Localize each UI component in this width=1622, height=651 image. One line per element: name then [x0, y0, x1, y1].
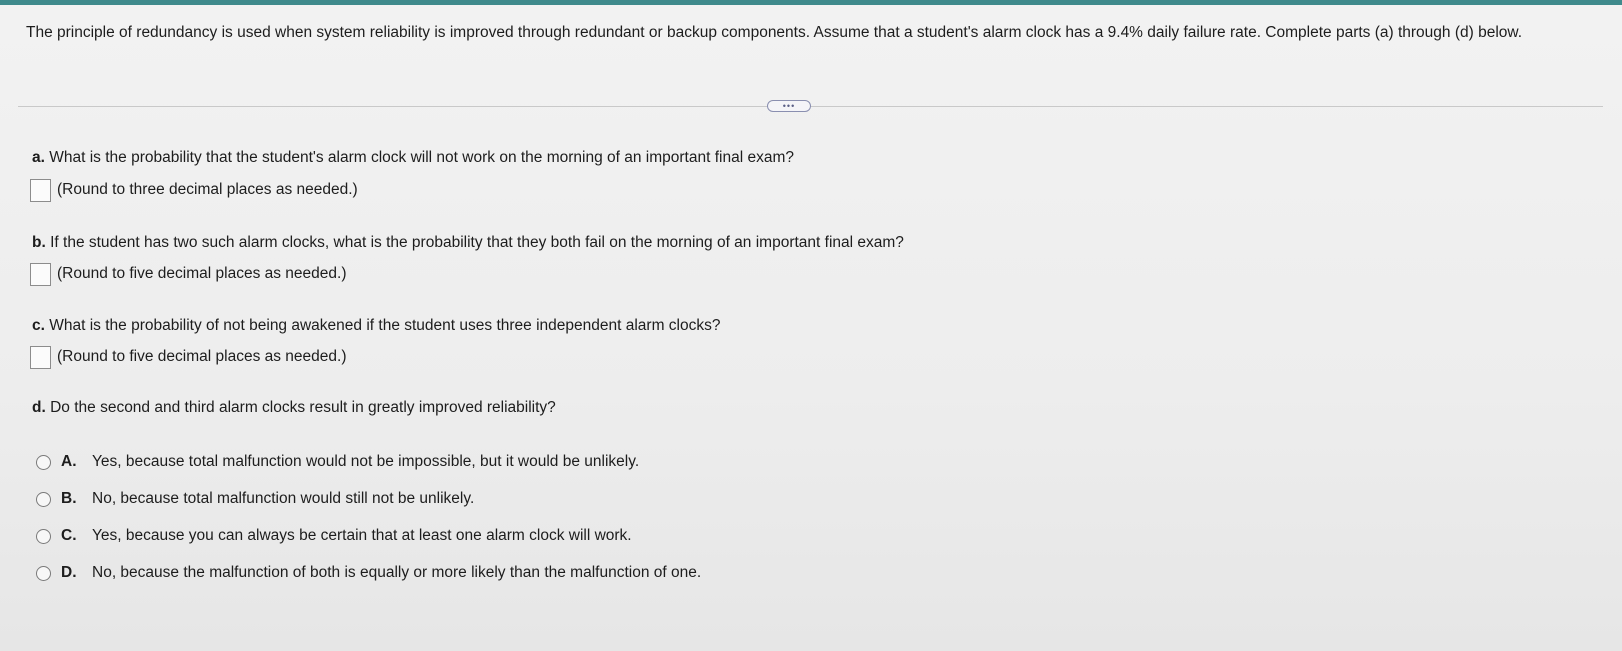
option-b-letter: B.	[61, 490, 77, 507]
option-d[interactable]	[36, 562, 701, 584]
part-b-question	[32, 233, 904, 253]
option-b[interactable]	[36, 488, 474, 510]
part-d-letter: d.	[32, 399, 46, 416]
option-c-radio[interactable]	[36, 529, 51, 544]
part-d-text: Do the second and third alarm clocks result in greatly improved reliability?	[50, 399, 556, 416]
part-b-text: If the student has two such alarm clocks, what is the probability that they both fail on the morning of an important final exam?	[50, 234, 904, 251]
part-a-letter: a.	[32, 149, 45, 166]
option-b-text: No, because total malfunction would still not be unlikely.	[92, 490, 475, 507]
part-c-letter: c.	[32, 317, 45, 334]
part-c-answer-input[interactable]	[30, 346, 51, 369]
option-b-radio[interactable]	[36, 492, 51, 507]
part-a-answer-input[interactable]	[30, 179, 51, 202]
option-a-letter: A.	[61, 453, 77, 470]
part-a-text: What is the probability that the student's alarm clock will not work on the morning of an important final exam?	[49, 149, 794, 166]
question-panel	[0, 5, 1622, 651]
part-b-hint: (Round to five decimal places as needed.)	[57, 265, 347, 282]
part-c-question	[32, 316, 720, 336]
part-a-answer-row	[30, 178, 358, 202]
part-a-question	[32, 148, 794, 168]
part-c-answer-row	[30, 345, 347, 369]
part-c-hint: (Round to five decimal places as needed.)	[57, 348, 347, 365]
option-c-letter: C.	[61, 527, 77, 544]
option-c-text: Yes, because you can always be certain that at least one alarm clock will work.	[92, 527, 632, 544]
option-d-letter: D.	[61, 564, 77, 581]
option-c[interactable]	[36, 525, 632, 547]
option-d-radio[interactable]	[36, 566, 51, 581]
option-a-radio[interactable]	[36, 455, 51, 470]
part-d-question	[32, 398, 556, 418]
option-d-text: No, because the malfunction of both is equally or more likely than the malfunction of one.	[92, 564, 702, 581]
part-b-letter: b.	[32, 234, 46, 251]
problem-statement: The principle of redundancy is used when system reliability is improved through redundant or backup components. Assume that a student's alarm clock has a 9.4% daily failure rate. Complete parts (a) through (d) below.	[26, 24, 1523, 41]
expand-more-button[interactable]: •••	[767, 100, 811, 112]
part-b-answer-row	[30, 262, 347, 286]
part-c-text: What is the probability of not being awakened if the student uses three independent alarm clocks?	[49, 317, 721, 334]
part-a-hint: (Round to three decimal places as needed.)	[57, 181, 358, 198]
option-a[interactable]	[36, 451, 639, 473]
option-a-text: Yes, because total malfunction would not be impossible, but it would be unlikely.	[92, 453, 640, 470]
part-b-answer-input[interactable]	[30, 263, 51, 286]
